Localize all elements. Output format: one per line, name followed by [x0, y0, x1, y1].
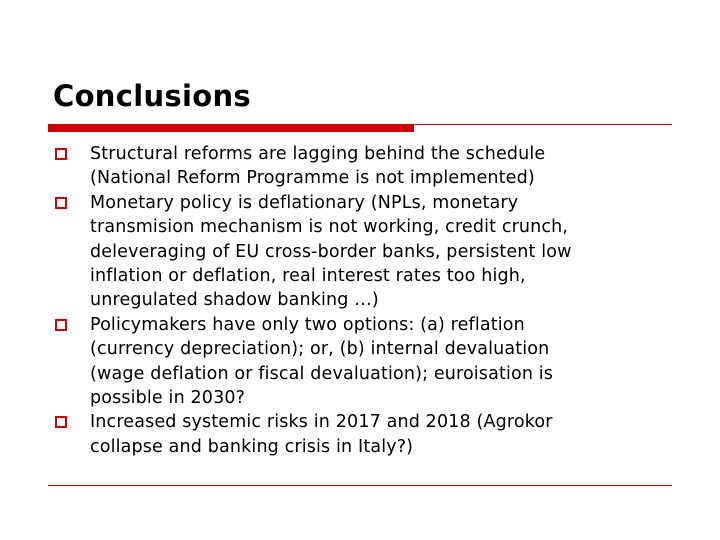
bullet-line: (wage deflation or fiscal devaluation); euroisation is [90, 363, 554, 384]
bullet-line: unregulated shadow banking …) [90, 290, 379, 311]
square-bullet-icon [55, 319, 67, 331]
bullet-list [55, 142, 655, 459]
slide-title: Conclusions [53, 79, 251, 113]
bullet-text [90, 410, 655, 459]
bullet-text [90, 313, 655, 411]
bullet-text [90, 142, 655, 191]
square-bullet-icon [55, 197, 67, 209]
bullet-line: Increased systemic risks in 2017 and 2018 (Agrokor [90, 412, 553, 433]
bullet-line: collapse and banking crisis in Italy?) [90, 436, 414, 457]
bullet-line: possible in 2030? [90, 388, 246, 409]
bullet-item-systemic-risks [55, 410, 655, 459]
bullet-line: Monetary policy is deflationary (NPLs, monetary [90, 192, 519, 213]
bullet-item-policymakers-options [55, 313, 655, 411]
bullet-line: transmision mechanism is not working, credit crunch, [90, 217, 569, 238]
bullet-line: Policymakers have only two options: (a) reflation [90, 314, 525, 335]
title-underline-thin [414, 124, 672, 125]
bullet-line: deleveraging of EU cross-border banks, persistent low [90, 241, 572, 262]
footer-rule [48, 485, 672, 486]
square-bullet-icon [55, 416, 67, 428]
bullet-item-monetary-policy [55, 191, 655, 313]
bullet-line: (National Reform Programme is not implemented) [90, 168, 535, 189]
bullet-item-structural-reforms [55, 142, 655, 191]
title-underline-thick [48, 124, 414, 132]
bullet-line: Structural reforms are lagging behind the schedule [90, 144, 546, 164]
square-bullet-icon [55, 148, 67, 160]
bullet-text [90, 191, 655, 313]
bullet-line: inflation or deflation, real interest rates too high, [90, 266, 526, 287]
bullet-line: (currency depreciation); or, (b) internal devaluation [90, 339, 550, 360]
